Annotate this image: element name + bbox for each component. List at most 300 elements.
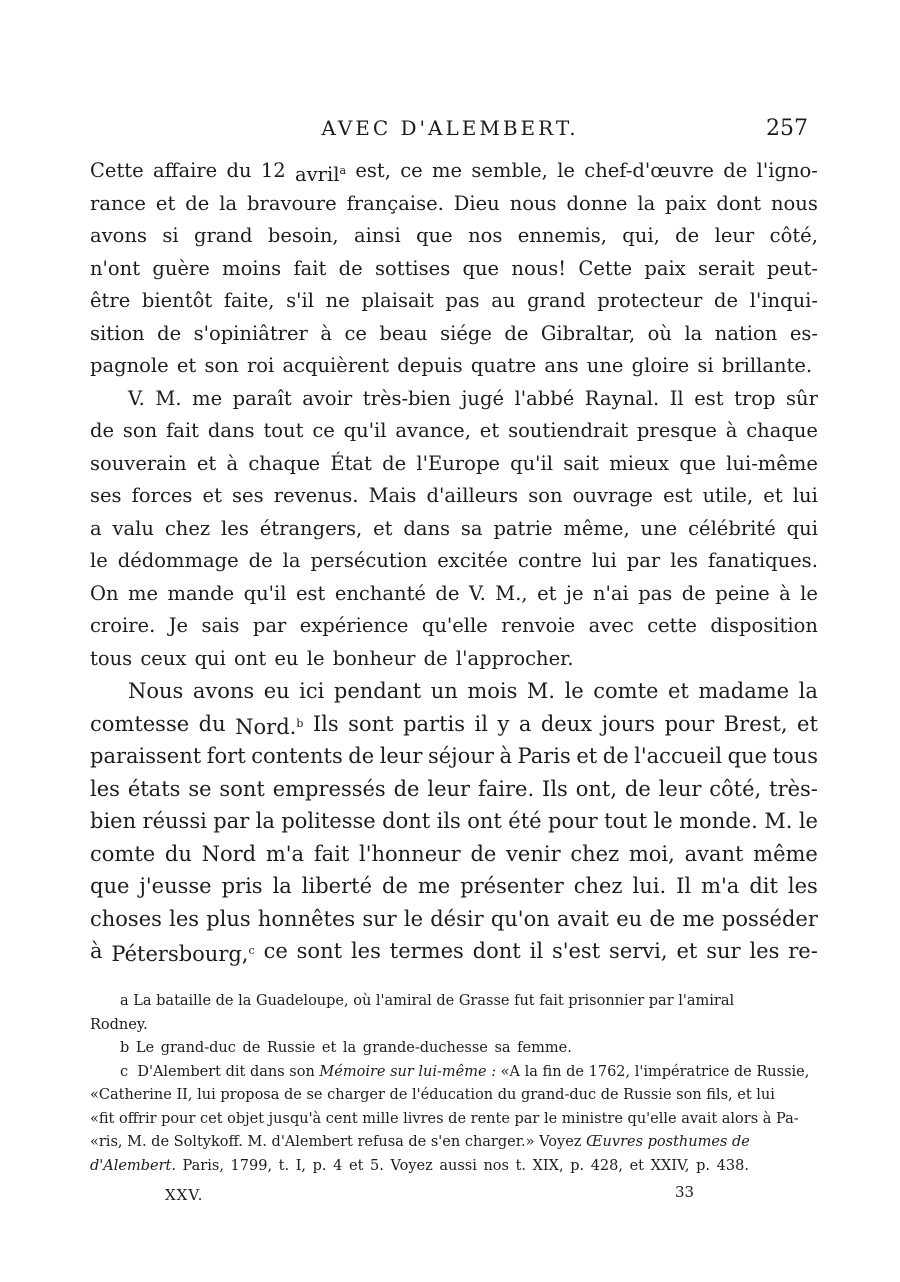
word: chaque bbox=[248, 451, 321, 475]
footnote-b bbox=[90, 1037, 818, 1061]
word: a bbox=[90, 516, 102, 540]
footnote-marker: b bbox=[296, 716, 304, 730]
text-line bbox=[90, 188, 818, 221]
word: madame bbox=[698, 679, 790, 703]
text-line bbox=[90, 383, 818, 416]
word: de bbox=[185, 191, 210, 215]
word: de bbox=[90, 419, 115, 442]
word: roi bbox=[246, 354, 283, 377]
word: trop bbox=[734, 386, 776, 410]
word: Nord.$^b$ bbox=[235, 714, 304, 739]
word: ouvrage bbox=[572, 484, 653, 507]
word: semble, bbox=[471, 159, 548, 182]
word: ce bbox=[263, 939, 288, 963]
word: liberté bbox=[301, 874, 373, 898]
word: persécution bbox=[310, 549, 428, 572]
word: que bbox=[727, 744, 768, 768]
word: monde. bbox=[679, 809, 758, 833]
word: a bbox=[518, 711, 532, 736]
word: de bbox=[382, 451, 407, 475]
word: et bbox=[176, 354, 205, 377]
word: été bbox=[508, 809, 542, 833]
word: pour bbox=[664, 711, 715, 736]
word: l'igno- bbox=[756, 159, 818, 182]
text-line bbox=[90, 838, 818, 871]
word: qu'il bbox=[243, 581, 287, 605]
footnote-text: «ris, M. de Soltykoff. M. d'Alembert refusa de s'en charger.» Voyez bbox=[90, 1134, 587, 1150]
word: On bbox=[90, 581, 119, 605]
word: le bbox=[403, 906, 424, 931]
word: son bbox=[204, 354, 247, 377]
word: ne bbox=[325, 289, 350, 312]
page-number: 257 bbox=[766, 116, 808, 141]
word: Il bbox=[669, 386, 684, 410]
word: chez bbox=[164, 516, 211, 540]
word: siége bbox=[440, 321, 492, 345]
word: contre bbox=[517, 549, 582, 572]
word: fait bbox=[293, 256, 327, 280]
word: bravoure bbox=[247, 191, 337, 215]
word: jugé bbox=[461, 386, 505, 410]
word: très-bien bbox=[362, 386, 451, 410]
word: posséder bbox=[721, 906, 818, 931]
word: de bbox=[157, 321, 182, 345]
word: eu bbox=[274, 646, 307, 670]
word: m'a bbox=[265, 841, 305, 866]
word: contents bbox=[251, 744, 343, 768]
word: dans bbox=[403, 516, 451, 540]
word: à bbox=[320, 321, 332, 345]
word: un bbox=[430, 679, 458, 703]
word: la bbox=[282, 549, 301, 572]
footnote-text: «A la fin de 1762, l'impératrice de Russie, bbox=[496, 1063, 810, 1080]
word: par bbox=[213, 809, 250, 833]
word: enchanté bbox=[334, 581, 426, 605]
footnote-marker: c bbox=[248, 944, 255, 957]
text-line bbox=[90, 935, 818, 968]
word: faire. bbox=[477, 776, 535, 801]
text-line bbox=[90, 805, 818, 838]
word: de bbox=[248, 549, 273, 572]
word: me bbox=[432, 159, 463, 182]
word: bonheur bbox=[332, 646, 424, 670]
word: n'ai bbox=[592, 581, 629, 605]
main-text bbox=[90, 155, 818, 968]
word: si bbox=[162, 224, 179, 247]
word: plaisait bbox=[361, 289, 434, 312]
word: de bbox=[435, 581, 460, 605]
word: les bbox=[90, 776, 120, 801]
word: ce bbox=[400, 159, 423, 182]
word: fait bbox=[166, 419, 200, 442]
word: ses bbox=[232, 484, 264, 507]
word: affaire bbox=[153, 159, 218, 182]
word: la bbox=[684, 321, 703, 345]
word: excitée bbox=[437, 549, 508, 572]
word: fort bbox=[206, 744, 246, 768]
word: grand bbox=[527, 289, 586, 312]
word: M. bbox=[155, 386, 182, 410]
word: leur bbox=[379, 744, 423, 768]
word: et bbox=[676, 939, 698, 963]
word: être bbox=[90, 289, 131, 312]
word: la bbox=[255, 809, 275, 833]
word: pas bbox=[638, 581, 673, 605]
word: l'approcher. bbox=[455, 646, 574, 670]
text-line bbox=[90, 545, 818, 578]
word: mois bbox=[467, 679, 518, 703]
word: politesse bbox=[281, 809, 376, 833]
word: sait bbox=[563, 451, 599, 475]
word: termes bbox=[389, 939, 464, 963]
word: qu'elle bbox=[421, 614, 488, 637]
word: beau bbox=[379, 321, 428, 345]
word: une bbox=[640, 516, 678, 540]
word: le bbox=[653, 809, 673, 833]
word: ainsi bbox=[354, 224, 401, 247]
word: leur bbox=[658, 776, 702, 801]
word: et bbox=[576, 744, 598, 768]
text-line bbox=[90, 773, 818, 806]
word: et bbox=[479, 419, 500, 442]
word: au bbox=[491, 289, 516, 312]
word: presque bbox=[636, 419, 717, 442]
word: Ils bbox=[542, 776, 568, 801]
word: sottises bbox=[375, 256, 451, 280]
footnote-text: Paris, 1799, t. I, p. 4 et 5. Voyez aussi nos t. XIX, p. 428, et XXIV, p. 438. bbox=[175, 1157, 749, 1174]
word: Pétersbourg,$^c$ bbox=[111, 942, 255, 966]
word: ici bbox=[299, 679, 325, 703]
word: l'honneur bbox=[359, 841, 461, 866]
word: avant bbox=[684, 841, 744, 866]
footnote-c-cont bbox=[90, 1155, 818, 1179]
word: ont bbox=[467, 809, 502, 833]
word: le bbox=[800, 581, 818, 605]
word: les bbox=[787, 874, 818, 898]
word: peut- bbox=[766, 256, 818, 280]
text-line bbox=[90, 643, 818, 676]
word: pour bbox=[548, 809, 598, 833]
word: la bbox=[219, 191, 238, 215]
word: pris bbox=[221, 874, 263, 898]
word: pagnole bbox=[90, 354, 177, 377]
word: acquièrent bbox=[282, 354, 398, 377]
word: états bbox=[127, 776, 181, 801]
word: une bbox=[586, 354, 632, 377]
word: lui bbox=[591, 549, 617, 572]
word: plus bbox=[206, 906, 251, 931]
word: Cette bbox=[90, 159, 144, 182]
footnote-italic: Mémoire sur lui-même : bbox=[319, 1063, 497, 1080]
word: eu bbox=[263, 679, 290, 703]
word: État bbox=[330, 451, 372, 475]
footnote-text: «fit offrir pour cet objet jusqu'à cent mille livres de rente par le ministre qu'elle avait alors à Pa- bbox=[90, 1110, 799, 1127]
footnote-c-cont bbox=[90, 1108, 818, 1132]
word: d'ailleurs bbox=[426, 484, 519, 507]
text-line bbox=[90, 903, 818, 936]
text-line bbox=[90, 285, 818, 318]
word: de bbox=[393, 776, 420, 801]
word: n'ont bbox=[90, 256, 141, 280]
word: qu'on bbox=[490, 906, 550, 931]
word: y bbox=[497, 711, 510, 736]
word: pas bbox=[445, 289, 480, 312]
word: par bbox=[626, 549, 661, 572]
footnote-c bbox=[90, 1061, 818, 1085]
word: la bbox=[272, 874, 292, 898]
word: à bbox=[90, 939, 103, 963]
word: du bbox=[164, 841, 192, 866]
text-line bbox=[90, 253, 818, 286]
word: les bbox=[670, 549, 699, 572]
word: lui bbox=[792, 484, 818, 507]
word: du bbox=[198, 711, 226, 736]
word: V. bbox=[128, 386, 145, 410]
word: présenter bbox=[460, 874, 564, 898]
word: de bbox=[714, 289, 739, 312]
word: de bbox=[624, 776, 651, 801]
word: sa bbox=[460, 516, 483, 540]
word: tous bbox=[772, 744, 818, 768]
word: donne bbox=[566, 191, 628, 215]
footnote-marker: a bbox=[339, 164, 347, 177]
word: nous bbox=[770, 191, 818, 215]
word: V. bbox=[468, 581, 486, 605]
word: s'opiniâtrer bbox=[193, 321, 308, 345]
text-line bbox=[90, 480, 818, 513]
word: Ils bbox=[312, 711, 339, 736]
word: Je bbox=[168, 614, 189, 637]
word: les bbox=[350, 939, 381, 963]
word: de bbox=[504, 321, 529, 345]
word: avril$^a$ bbox=[295, 163, 347, 186]
word: deux bbox=[540, 711, 593, 736]
word: sont bbox=[348, 711, 394, 736]
word: avance, bbox=[395, 419, 471, 442]
word: Paris bbox=[517, 744, 571, 768]
word: ils bbox=[436, 809, 461, 833]
word: que bbox=[462, 256, 500, 280]
word: son bbox=[122, 419, 158, 442]
text-line bbox=[90, 155, 818, 188]
text-line bbox=[90, 708, 818, 741]
word: nous! bbox=[511, 256, 567, 280]
word: nos bbox=[468, 224, 503, 247]
text-line bbox=[90, 415, 818, 448]
word: se bbox=[188, 776, 212, 801]
word: leur bbox=[714, 224, 755, 247]
word: si bbox=[697, 354, 722, 377]
word: protecteur bbox=[597, 289, 703, 312]
word: leur bbox=[427, 776, 471, 801]
word: moi, bbox=[628, 841, 675, 866]
word: revenus. bbox=[273, 484, 359, 507]
word: soutiendrait bbox=[508, 419, 629, 442]
word: l'accueil bbox=[634, 744, 723, 768]
word: chez bbox=[573, 874, 623, 898]
word: sais bbox=[201, 614, 240, 637]
word: le bbox=[557, 159, 575, 182]
word: M. bbox=[764, 809, 793, 833]
footnotes bbox=[90, 990, 818, 1178]
word: tout bbox=[263, 419, 304, 442]
word: de bbox=[681, 581, 706, 605]
word: paraît bbox=[232, 386, 292, 410]
word: M. bbox=[526, 679, 556, 703]
signature-sheet: 33 bbox=[675, 1183, 695, 1201]
word: et bbox=[667, 679, 689, 703]
word: de bbox=[675, 224, 700, 247]
word: disposition bbox=[710, 614, 818, 637]
word: fanatiques. bbox=[708, 549, 818, 572]
word: avoir bbox=[302, 386, 353, 410]
word: sur bbox=[706, 939, 741, 963]
text-line bbox=[90, 740, 818, 773]
word: est bbox=[663, 484, 693, 507]
signature-volume: XXV. bbox=[165, 1186, 204, 1204]
word: paraissent bbox=[90, 744, 202, 768]
footnote-a-cont bbox=[90, 1014, 818, 1038]
word: es- bbox=[789, 321, 818, 345]
word: les bbox=[169, 906, 200, 931]
word: les bbox=[749, 939, 780, 963]
running-head: AVEC D'ALEMBERT. bbox=[321, 116, 579, 140]
word: s'est bbox=[551, 939, 601, 963]
text-line bbox=[90, 610, 818, 643]
word: lui. bbox=[632, 874, 667, 898]
word: de bbox=[649, 906, 676, 931]
word: par bbox=[252, 614, 287, 637]
word: et bbox=[373, 516, 393, 540]
word: l'Europe bbox=[416, 451, 500, 475]
word: qui bbox=[786, 516, 818, 540]
footnote-text: b Le grand-duc de Russie et la grande-duchesse sa femme. bbox=[120, 1040, 572, 1056]
word: 12 bbox=[260, 159, 286, 182]
word: il bbox=[529, 939, 544, 963]
word: et bbox=[202, 484, 222, 507]
word: re- bbox=[788, 939, 818, 963]
word: moins bbox=[222, 256, 282, 280]
word: gloire bbox=[631, 354, 698, 377]
word: Brest, bbox=[723, 711, 788, 736]
word: j'eusse bbox=[139, 874, 212, 898]
footnote-text: «Catherine II, lui proposa de se charger de l'éducation du grand-duc de Russie son fils, et lui bbox=[90, 1087, 775, 1103]
text-line bbox=[90, 513, 818, 546]
word: depuis bbox=[397, 354, 471, 377]
word: très- bbox=[769, 776, 818, 801]
word: dont bbox=[382, 809, 431, 833]
word: croire. bbox=[90, 614, 156, 637]
word: la bbox=[637, 191, 656, 215]
word: à bbox=[725, 419, 738, 442]
word: bientôt bbox=[141, 289, 213, 312]
word: qui bbox=[194, 646, 235, 670]
word: servi, bbox=[609, 939, 668, 963]
word: paix bbox=[644, 256, 686, 280]
word: dans bbox=[207, 419, 255, 442]
word: qui, bbox=[622, 224, 660, 247]
word: patrie bbox=[493, 516, 553, 540]
word: ans bbox=[544, 354, 587, 377]
footnote-text: Rodney. bbox=[90, 1016, 148, 1033]
word: brillante. bbox=[721, 354, 813, 377]
word: jours bbox=[601, 711, 656, 736]
text-line bbox=[90, 318, 818, 351]
word: ceux bbox=[140, 646, 195, 670]
word: et bbox=[155, 191, 176, 215]
word: chef-d'œuvre bbox=[584, 159, 714, 182]
word: même, bbox=[563, 516, 630, 540]
word: il bbox=[474, 711, 488, 736]
word: côté, bbox=[709, 776, 762, 801]
text-line bbox=[90, 578, 818, 611]
word: de bbox=[423, 646, 456, 670]
word: avons bbox=[90, 224, 147, 247]
word: à bbox=[779, 581, 791, 605]
word: sont bbox=[296, 939, 343, 963]
word: faite, bbox=[223, 289, 275, 312]
word: du bbox=[226, 159, 252, 182]
word: me bbox=[128, 581, 159, 605]
word: s'il bbox=[286, 289, 314, 312]
word: avons bbox=[192, 679, 255, 703]
word: mande bbox=[167, 581, 235, 605]
word: et bbox=[763, 484, 783, 507]
word: honnêtes bbox=[257, 906, 356, 931]
word: dédommage bbox=[117, 549, 239, 572]
word: désir bbox=[430, 906, 484, 931]
word: valu bbox=[112, 516, 154, 540]
word: avec bbox=[588, 614, 634, 637]
word: l'inqui- bbox=[749, 289, 818, 312]
word: est bbox=[295, 581, 326, 605]
word: à bbox=[226, 451, 239, 475]
word: chaque bbox=[746, 419, 818, 442]
word: me bbox=[192, 386, 223, 410]
word: Cette bbox=[578, 256, 633, 280]
word: le bbox=[90, 549, 108, 572]
word: Raynal. bbox=[584, 386, 660, 410]
word: eu bbox=[616, 906, 643, 931]
word: le bbox=[564, 679, 584, 703]
word: célébrité bbox=[688, 516, 776, 540]
footnote-a bbox=[90, 990, 818, 1014]
word: rance bbox=[90, 191, 146, 215]
word: les bbox=[221, 516, 249, 540]
word: dont bbox=[472, 939, 521, 963]
word: que bbox=[90, 874, 130, 898]
word: dit bbox=[749, 874, 778, 898]
word: Gibraltar, bbox=[540, 321, 636, 345]
word: comte bbox=[90, 841, 156, 866]
word: nation bbox=[714, 321, 778, 345]
word: sur bbox=[362, 906, 397, 931]
word: choses bbox=[90, 906, 162, 931]
footnote-italic: Œuvres posthumes de bbox=[586, 1134, 750, 1150]
word: m'a bbox=[701, 874, 740, 898]
word: le bbox=[798, 809, 818, 833]
word: grand bbox=[193, 224, 253, 247]
word: cette bbox=[647, 614, 697, 637]
word: partis bbox=[403, 711, 465, 736]
text-line bbox=[90, 220, 818, 253]
word: me bbox=[682, 906, 715, 931]
word: renvoie bbox=[501, 614, 576, 637]
word: son bbox=[528, 484, 563, 507]
word: où bbox=[647, 321, 672, 345]
word: paix bbox=[665, 191, 707, 215]
word: étrangers, bbox=[259, 516, 363, 540]
